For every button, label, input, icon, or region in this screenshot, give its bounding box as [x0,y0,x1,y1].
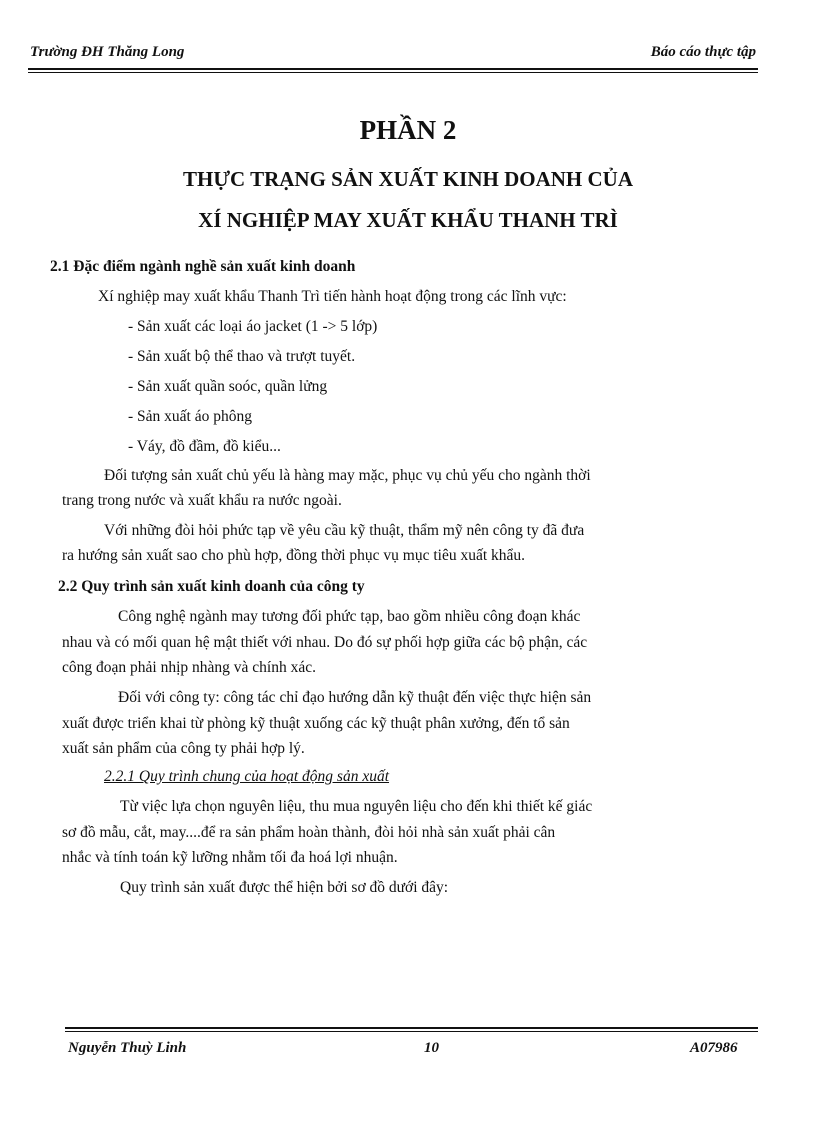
paragraph-line: Quy trình sản xuất được thể hiện bởi sơ đồ dưới đây: [120,879,449,896]
paragraph-line: Với những đòi hỏi phức tạp về yêu cầu kỹ thuật, thẩm mỹ nên công ty đã đưa [104,522,585,539]
paragraph-line: công đoạn phải nhịp nhàng và chính xác. [62,659,316,676]
list-item: - Sản xuất quần soóc, quần lửng [128,378,328,395]
header-rule [28,68,758,70]
part-title: PHẦN 2 [359,115,457,145]
subsection-2-2-1-heading: 2.2.1 Quy trình chung của hoạt động sản xuất [104,768,390,785]
section-2-2-heading: 2.2 Quy trình sản xuất kinh doanh của công ty [58,578,365,595]
chapter-title-line2: XÍ NGHIỆP MAY XUẤT KHẨU THANH TRÌ [198,208,618,232]
list-item: - Sản xuất áo phông [128,408,252,425]
header-report-title: Báo cáo thực tập [650,44,756,60]
paragraph-line: Công nghệ ngành may tương đối phức tạp, bao gồm nhiều công đoạn khác [118,608,581,625]
paragraph-line: Đối tượng sản xuất chủ yếu là hàng may mặc, phục vụ chủ yếu cho ngành thời [104,467,591,484]
page-header [30,44,756,68]
paragraph-line: Đối với công ty: công tác chỉ đạo hướng dẫn kỹ thuật đến việc thực hiện sản [118,689,592,706]
footer-student-id: A07986 [690,1040,738,1056]
footer-rule-thin [65,1031,758,1032]
section-2-1-heading: 2.1 Đặc điểm ngành nghề sản xuất kinh doanh [50,258,356,275]
paragraph-line: sơ đồ mẫu, cắt, may....để ra sản phẩm hoàn thành, đòi hỏi nhà sản xuất phải cân [62,824,556,841]
paragraph-line: trang trong nước và xuất khẩu ra nước ngoài. [62,492,342,509]
footer-rule [65,1027,758,1029]
section-2-1-intro: Xí nghiệp may xuất khẩu Thanh Trì tiến hành hoạt động trong các lĩnh vực: [98,288,567,305]
page-number: 10 [424,1040,439,1056]
paragraph-line: nhau và có mối quan hệ mật thiết với nhau. Do đó sự phối hợp giữa các bộ phận, các [62,634,588,651]
paragraph-line: nhắc và tính toán kỹ lưỡng nhằm tối đa hoá lợi nhuận. [62,849,398,866]
paragraph-line: ra hướng sản xuất sao cho phù hợp, đồng thời phục vụ mục tiêu xuất khẩu. [62,547,526,564]
paragraph-line: xuất được triển khai từ phòng kỹ thuật xuống các kỹ thuật phân xưởng, đến tổ sản [62,715,570,732]
paragraph-line: xuất sản phẩm của công ty phải hợp lý. [62,740,305,757]
list-item: - Sản xuất các loại áo jacket (1 -> 5 lớp) [128,318,378,335]
header-school: Trường ĐH Thăng Long [30,44,185,60]
header-rule-thin [28,72,758,73]
list-item: - Váy, đồ đầm, đồ kiểu... [128,438,281,455]
footer-author: Nguyễn Thuỳ Linh [68,1040,187,1056]
list-item: - Sản xuất bộ thể thao và trượt tuyết. [128,348,356,365]
chapter-title-line1: THỰC TRẠNG SẢN XUẤT KINH DOANH CỦA [183,167,633,191]
paragraph-line: Từ việc lựa chọn nguyên liệu, thu mua nguyên liệu cho đến khi thiết kế giác [120,798,593,815]
